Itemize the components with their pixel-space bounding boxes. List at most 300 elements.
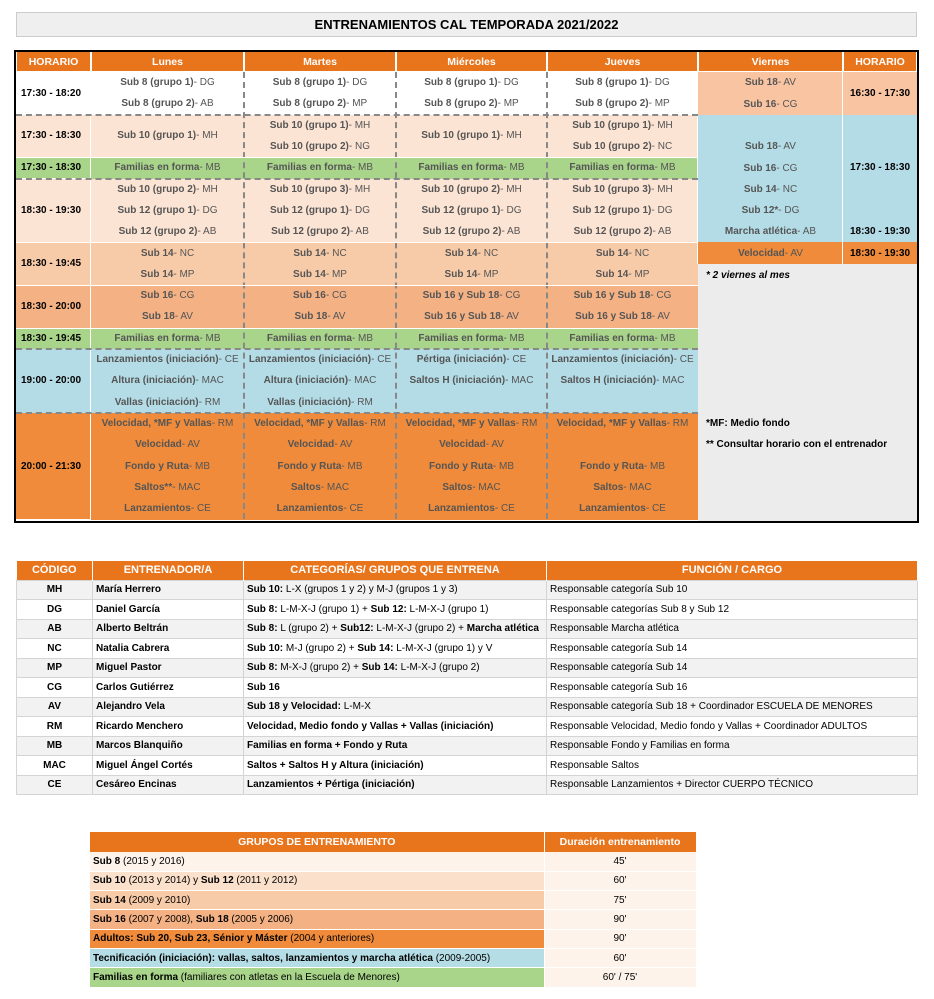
session-coach: - MAC: [348, 375, 377, 387]
session-martes: [244, 349, 396, 370]
category-segment: Velocidad, Medio fondo y Vallas + Vallas (iniciación): [247, 720, 494, 732]
session-coach: - CG: [173, 290, 195, 302]
session-coach: - AV: [485, 439, 504, 451]
session-group: Sub 18: [142, 311, 175, 323]
session-jueves: [547, 285, 698, 306]
table-row: [17, 756, 918, 776]
category-segment: Sub 16: [247, 681, 280, 693]
session-coach: - AV: [327, 311, 346, 323]
session-group: Sub 14: [444, 247, 478, 259]
session-miercoles: [396, 434, 547, 455]
session-miercoles: [396, 93, 547, 114]
session-coach: - NC: [477, 247, 499, 259]
coach-role: Responsable categoría Sub 16: [547, 678, 918, 698]
group-duration: 90': [544, 910, 696, 929]
coach-role: Responsable Velocidad, Medio fondo y Vallas + Coordinador ADULTOS: [547, 717, 918, 737]
header-miercoles: Miércoles: [397, 52, 546, 71]
table-row: [17, 736, 918, 756]
session-group: Vallas (iniciación): [114, 396, 199, 408]
table-row: [90, 871, 696, 890]
session-viernes: [698, 157, 843, 179]
session-jueves: [547, 179, 698, 200]
category-segment: L-M-X-J (grupo 1): [406, 603, 489, 615]
session-group: Sub 14: [140, 268, 174, 280]
coach-role: Responsable categoría Sub 14: [547, 658, 918, 678]
coach-name: Ricardo Menchero: [93, 717, 244, 737]
session-lunes: [91, 477, 244, 498]
session-group: Saltos: [442, 481, 473, 493]
time-slot: 18:30 - 19:45: [16, 242, 91, 285]
category-segment: L-M-X-J (grupo 2): [397, 662, 480, 674]
session-group: Velocidad, *MF y Vallas: [556, 417, 667, 429]
session-coach: - MAC: [195, 375, 224, 387]
session-lunes: [91, 157, 244, 178]
session-martes: [244, 115, 396, 136]
session-group: Sub 16 y Sub 18: [422, 290, 500, 302]
session-group: Velocidad, *MF y Vallas: [254, 417, 365, 429]
table-row: [90, 910, 696, 929]
session-group: Lanzamientos: [124, 503, 191, 515]
session-group: Sub 8 (grupo 1): [120, 77, 194, 89]
coach-categories: [244, 697, 547, 717]
coach-name: Miguel Pastor: [93, 658, 244, 678]
note-viernes: * 2 viernes al mes: [706, 269, 790, 281]
session-coach: - NC: [173, 247, 195, 259]
session-jueves: [547, 306, 698, 327]
session-group: Sub 12 (grupo 2): [271, 226, 350, 238]
session-coach: - AB: [350, 226, 369, 238]
session-lunes: [91, 413, 244, 434]
session-martes: [244, 477, 396, 498]
category-segment: L (grupo 2) +: [277, 623, 341, 635]
session-lunes: [91, 125, 244, 146]
table-row: [17, 697, 918, 717]
staff-column-header: FUNCIÓN / CARGO: [547, 561, 918, 580]
coach-role: Responsable categoría Sub 18 + Coordinador ESCUELA DE MENORES: [547, 697, 918, 717]
session-group: Familias en forma: [266, 162, 352, 174]
session-group: Altura (iniciación): [111, 375, 196, 387]
group-label-segment: (2009 y 2010): [125, 894, 191, 906]
session-coach: - AV: [777, 141, 796, 153]
session-lunes: [91, 200, 244, 221]
session-martes: [244, 72, 396, 93]
coach-name: María Herrero: [93, 580, 244, 600]
session-group: Lanzamientos (iniciación): [248, 354, 372, 366]
session-coach: - DG: [193, 77, 215, 89]
session-lunes: [91, 455, 244, 476]
session-group: Sub 18: [294, 311, 328, 323]
session-coach: - NC: [326, 247, 347, 259]
table-row: [17, 639, 918, 659]
session-lunes: [91, 93, 244, 114]
row-divider: [16, 328, 698, 329]
session-group: Sub 14: [743, 183, 777, 195]
session-group: Saltos: [593, 481, 624, 493]
groups-column-header: Duración entrenamiento: [544, 832, 696, 852]
session-coach: - MP: [628, 268, 650, 280]
session-miercoles: [396, 221, 547, 242]
session-coach: - MB: [503, 162, 525, 174]
session-miercoles: [396, 477, 547, 498]
session-miercoles: [396, 349, 547, 370]
group-label: [90, 910, 544, 929]
session-lunes: [91, 285, 244, 306]
session-martes: [244, 179, 396, 200]
session-jueves: [547, 72, 698, 93]
category-segment: M-X-J (grupo 2) +: [277, 662, 362, 674]
session-coach: - RM: [211, 417, 234, 429]
groups-column-header: GRUPOS DE ENTRENAMIENTO: [90, 832, 544, 852]
header-horario2: HORARIO: [844, 52, 916, 71]
coach-categories: [244, 639, 547, 659]
column-divider: [697, 72, 698, 264]
session-coach: - MB: [199, 332, 221, 344]
coach-categories: [244, 600, 547, 620]
staff-table: [16, 561, 918, 795]
group-label: [90, 891, 544, 910]
session-group: Sub 12 (grupo 1): [421, 204, 501, 216]
time-slot: 17:30 - 18:30: [16, 115, 91, 158]
block-divider: [16, 348, 698, 350]
session-coach: - AB: [197, 226, 217, 238]
session-miercoles: [396, 157, 547, 178]
session-coach: - NC: [776, 183, 798, 195]
session-coach: - MB: [351, 332, 374, 344]
session-group: Sub 16: [293, 290, 326, 302]
group-label-segment: Sub 8: [93, 855, 121, 867]
session-coach: - DG: [348, 204, 370, 216]
session-martes: [244, 328, 396, 349]
session-coach: - MB: [341, 460, 363, 472]
session-lunes: [91, 392, 244, 413]
session-coach: - CG: [650, 290, 672, 302]
session-group: Sub 8 (grupo 1): [424, 77, 498, 89]
group-label-segment: Tecnificación (iniciación): vallas, saltos, lanzamientos y marcha atlética: [93, 952, 433, 964]
session-coach: - MP: [648, 98, 670, 110]
session-miercoles: [396, 125, 547, 146]
friday-time-slot: 18:30 - 19:30: [843, 221, 917, 242]
session-coach: - MH: [651, 119, 673, 131]
group-label: [90, 852, 544, 871]
session-coach: - AB: [501, 226, 521, 238]
header-martes: Martes: [245, 52, 395, 71]
table-row: [90, 968, 696, 987]
category-segment: Familias en forma + Fondo y Ruta: [247, 740, 408, 752]
session-lunes: [91, 349, 244, 370]
session-group: Sub 12 (grupo 1): [117, 204, 197, 216]
group-label-segment: (2009-2005): [432, 952, 491, 964]
group-duration: 60': [544, 948, 696, 967]
row-divider: [16, 242, 698, 243]
group-label: [90, 871, 544, 890]
session-martes: [244, 455, 396, 476]
session-lunes: [91, 306, 244, 327]
table-row: [17, 775, 918, 795]
coach-categories: [244, 580, 547, 600]
session-viernes: [698, 242, 843, 264]
coach-categories: [244, 717, 547, 737]
session-coach: - MP: [477, 268, 499, 280]
session-martes: [244, 221, 396, 242]
coach-role: Responsable categorías Sub 8 y Sub 12: [547, 600, 918, 620]
session-coach: - MB: [654, 332, 676, 344]
session-coach: - CG: [776, 162, 798, 174]
bg-viernes: [698, 115, 843, 136]
session-coach: - CE: [645, 503, 666, 515]
session-miercoles: [396, 498, 547, 519]
session-jueves: [547, 221, 698, 242]
session-coach: - RM: [198, 396, 221, 408]
column-divider: [90, 72, 91, 519]
time-slot: 20:00 - 21:30: [16, 413, 91, 520]
row-divider: [16, 157, 698, 158]
coach-code: MAC: [17, 756, 93, 776]
session-martes: [244, 285, 396, 306]
friday-time-slot: 17:30 - 18:30: [843, 115, 917, 222]
category-segment: L-M-X-J (grupo 1) y V: [393, 642, 493, 654]
category-segment: Sub 18 y Velocidad:: [247, 701, 341, 713]
bg-miercoles: [396, 392, 547, 414]
category-segment: Sub12:: [340, 623, 374, 635]
coach-code: DG: [17, 600, 93, 620]
session-group: Saltos H (iniciación): [409, 375, 506, 387]
session-martes: [244, 413, 396, 434]
session-jueves: [547, 413, 698, 434]
session-miercoles: [396, 455, 547, 476]
bg-jueves: [547, 434, 698, 456]
session-miercoles: [396, 200, 547, 221]
session-coach: - NG: [348, 141, 370, 153]
session-group: Sub 14: [444, 268, 478, 280]
session-group: Velocidad, *MF y Vallas: [101, 417, 212, 429]
session-group: Sub 14: [293, 268, 326, 280]
group-label-segment: (2004 y anteriores): [287, 933, 375, 945]
session-coach: - MH: [196, 183, 218, 195]
session-miercoles: [396, 306, 547, 327]
session-group: Lanzamientos: [579, 503, 646, 515]
session-coach: - AB: [652, 226, 672, 238]
coach-name: Alejandro Vela: [93, 697, 244, 717]
session-coach: - MB: [492, 460, 514, 472]
group-label-segment: Adultos: Sub 20, Sub 23, Sénior y Máster: [93, 933, 288, 945]
session-group: Familias en forma: [114, 162, 200, 174]
category-segment: L-X (grupos 1 y 2) y M-J (grupos 1 y 3): [283, 584, 458, 596]
session-viernes: [698, 136, 843, 158]
session-lunes: [91, 72, 244, 93]
session-group: Sub 10 (grupo 2): [572, 141, 652, 153]
table-row: [17, 600, 918, 620]
session-jueves: [547, 242, 698, 263]
group-duration: 45': [544, 852, 696, 871]
session-group: Saltos H (iniciación): [560, 375, 657, 387]
session-coach: - MH: [500, 183, 522, 195]
groups-table: [90, 832, 697, 988]
session-group: Sub 10 (grupo 3): [572, 183, 652, 195]
category-segment: Sub 12:: [370, 603, 407, 615]
session-group: Velocidad: [287, 439, 335, 451]
session-coach: - DG: [196, 204, 218, 216]
header-jueves: Jueves: [548, 52, 697, 71]
session-martes: [244, 306, 396, 327]
session-group: Fondo y Ruta: [125, 460, 189, 472]
session-coach: - MB: [643, 460, 665, 472]
coach-categories: [244, 678, 547, 698]
session-lunes: [91, 264, 244, 285]
session-jueves: [547, 264, 698, 285]
table-row: [90, 891, 696, 910]
session-coach: - DG: [497, 77, 519, 89]
staff-column-header: ENTRENADOR/A: [93, 561, 244, 580]
column-divider: [842, 72, 843, 264]
note-consult: ** Consultar horario con el entrenador: [706, 439, 888, 451]
session-coach: - AV: [334, 439, 353, 451]
session-coach: - AV: [784, 247, 803, 259]
session-group: Sub 10 (grupo 3): [269, 183, 349, 195]
session-coach: - CG: [776, 98, 798, 110]
group-label: [90, 968, 544, 987]
session-group: Velocidad: [135, 439, 182, 451]
coach-name: Carlos Gutiérrez: [93, 678, 244, 698]
session-coach: - CE: [494, 503, 515, 515]
coach-code: MB: [17, 736, 93, 756]
time-slot: 17:30 - 18:30: [16, 157, 91, 178]
category-segment: M-J (grupo 2) +: [283, 642, 358, 654]
coach-name: Alberto Beltrán: [93, 619, 244, 639]
session-coach: - CE: [371, 354, 392, 366]
category-segment: Saltos + Saltos H y Altura (iniciación): [247, 759, 424, 771]
category-segment: Sub 10:: [247, 642, 284, 654]
coach-code: CE: [17, 775, 93, 795]
column-divider: [243, 72, 245, 519]
block-divider: [16, 178, 698, 180]
staff-column-header: CÓDIGO: [17, 561, 93, 580]
time-slot: 19:00 - 20:00: [16, 349, 91, 413]
session-lunes: [91, 242, 244, 263]
session-group: Velocidad, *MF y Vallas: [405, 417, 516, 429]
group-label-segment: (2007 y 2008),: [125, 914, 196, 926]
session-group: Sub 12 (grupo 2): [422, 226, 502, 238]
session-martes: [244, 242, 396, 263]
group-label-segment: Sub 16: [93, 914, 126, 926]
session-martes: [244, 200, 396, 221]
group-label-segment: (2005 y 2006): [228, 914, 294, 926]
session-group: Sub 8 (grupo 2): [424, 98, 498, 110]
session-miercoles: [396, 242, 547, 263]
session-martes: [244, 498, 396, 519]
session-coach: - MP: [325, 268, 347, 280]
session-miercoles: [396, 179, 547, 200]
category-segment: L-M-X: [340, 701, 371, 713]
block-divider: [16, 412, 698, 414]
time-slot: 18:30 - 20:00: [16, 285, 91, 328]
staff-column-header: CATEGORÍAS/ GRUPOS QUE ENTRENA: [244, 561, 547, 580]
staff-header-row: [17, 561, 918, 580]
session-coach: - NC: [628, 247, 650, 259]
session-coach: - DG: [500, 204, 522, 216]
coach-name: Natalia Cabrera: [93, 639, 244, 659]
header-viernes: Viernes: [699, 52, 842, 71]
session-jueves: [547, 477, 698, 498]
time-slot: 17:30 - 18:20: [16, 72, 91, 115]
session-lunes: [91, 370, 244, 391]
session-group: Sub 18: [745, 77, 778, 89]
session-coach: - MAC: [472, 481, 501, 493]
category-segment: Marcha atlética: [466, 623, 539, 635]
session-coach: - AV: [500, 311, 519, 323]
session-group: Sub 8 (grupo 1): [575, 77, 649, 89]
groups-header-row: [90, 832, 696, 852]
time-slot: 18:30 - 19:45: [16, 328, 91, 349]
session-jueves: [547, 498, 698, 519]
session-group: Sub 8 (grupo 2): [121, 98, 195, 110]
session-coach: - DG: [651, 204, 673, 216]
group-label-segment: Sub 14: [93, 894, 126, 906]
session-coach: - MH: [348, 119, 371, 131]
session-group: Sub 12 (grupo 1): [269, 204, 349, 216]
session-group: Lanzamientos: [276, 503, 344, 515]
session-martes: [244, 136, 396, 157]
group-duration: 90': [544, 929, 696, 948]
session-group: Sub 8 (grupo 1): [272, 77, 347, 89]
coach-categories: [244, 756, 547, 776]
session-group: Sub 16 y Sub 18: [575, 311, 652, 323]
session-group: Familias en forma: [569, 162, 655, 174]
session-group: Sub 16: [743, 98, 777, 110]
session-coach: - MB: [654, 162, 676, 174]
session-coach: - MB: [188, 460, 210, 472]
coach-categories: [244, 775, 547, 795]
session-group: Sub 12 (grupo 2): [573, 226, 653, 238]
coach-name: Cesáreo Encinas: [93, 775, 244, 795]
session-coach: - MP: [173, 268, 195, 280]
session-group: Sub 10 (grupo 1): [421, 130, 501, 142]
session-group: Familias en forma: [114, 332, 200, 344]
session-coach: - MP: [346, 98, 368, 110]
session-coach: - DG: [778, 205, 800, 217]
session-group: Sub 10 (grupo 1): [117, 130, 197, 142]
session-group: Fondo y Ruta: [580, 460, 644, 472]
session-jueves: [547, 370, 698, 391]
coach-code: AV: [17, 697, 93, 717]
coach-code: RM: [17, 717, 93, 737]
session-coach: - CE: [673, 354, 694, 366]
table-row: [17, 678, 918, 698]
coach-name: Miguel Ángel Cortés: [93, 756, 244, 776]
session-lunes: [91, 498, 244, 519]
session-lunes: [91, 179, 244, 200]
session-jueves: [547, 328, 698, 349]
group-label-segment: Sub 10: [93, 875, 126, 887]
table-row: [90, 852, 696, 871]
session-group: Sub 14: [140, 247, 174, 259]
session-coach: - MB: [503, 332, 525, 344]
session-martes: [244, 370, 396, 391]
session-jueves: [547, 455, 698, 476]
coach-categories: [244, 619, 547, 639]
column-divider: [546, 72, 548, 519]
session-coach: - MH: [500, 130, 522, 142]
coach-role: Responsable categoría Sub 14: [547, 639, 918, 659]
session-jueves: [547, 157, 698, 178]
session-miercoles: [396, 413, 547, 434]
schedule-table: [14, 50, 919, 523]
coach-code: AB: [17, 619, 93, 639]
session-jueves: [547, 136, 698, 157]
session-group: Pértiga (iniciación): [416, 354, 507, 366]
coach-categories: [244, 658, 547, 678]
session-lunes: [91, 328, 244, 349]
session-group: Lanzamientos (iniciación): [551, 354, 674, 366]
